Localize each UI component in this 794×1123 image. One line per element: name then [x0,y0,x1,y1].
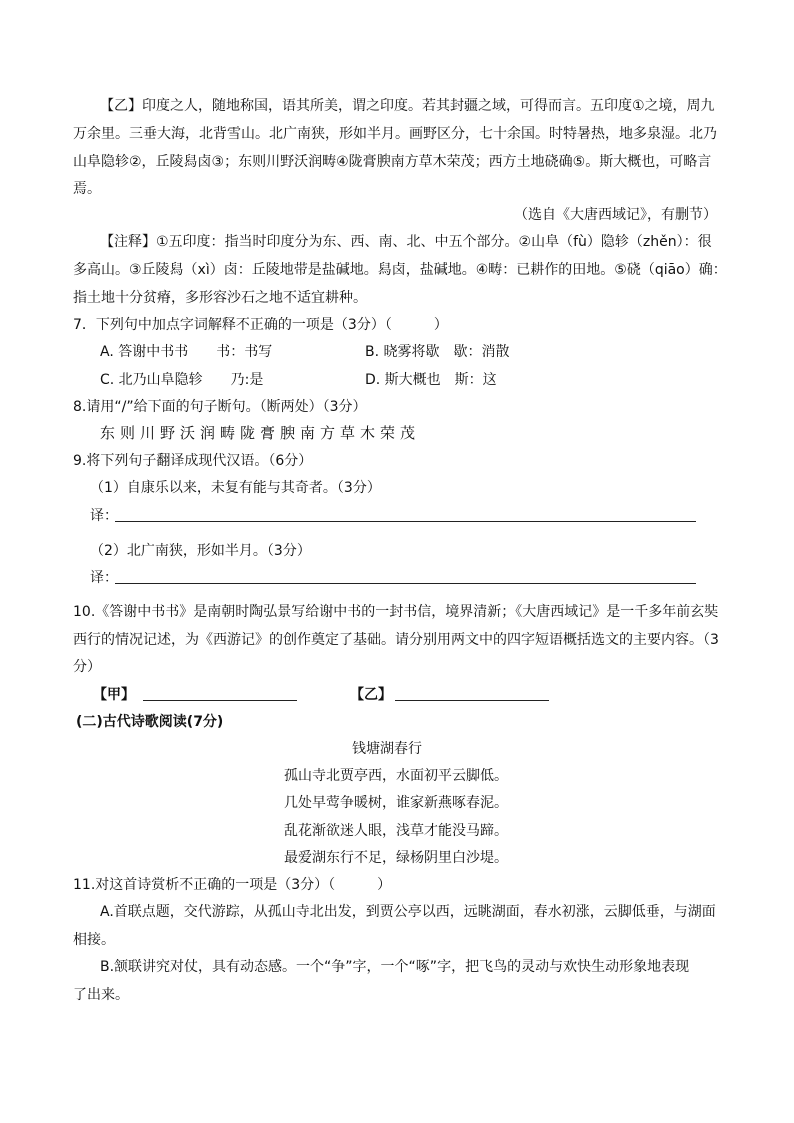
notes-line-2: 多高山。③丘陵舄（xì）卤：丘陵地带是盐碱地。舄卤，盐碱地。④畴：已耕作的田地。⑤硗（qiāo）确： [73,262,727,278]
q11-stem: 11.对这首诗赏析不正确的一项是（3分）（ ） [73,877,392,893]
q9-sub-1: （1）自康乐以来，未复有能与其奇者。（3分） [90,480,381,496]
passage-source: （选自《大唐西域记》，有删节） [514,207,717,223]
q10-line-3: 分） [73,659,101,675]
q7-option-c: C. 北乃山阜隐轸 乃:是 [100,372,264,388]
passage-yi-line-4: 焉。 [73,181,101,197]
q11-option-b-line-2: 了出来。 [73,987,129,1003]
q11-option-a-line-1: A.首联点题，交代游踪，从孤山寺北出发，到贾公亭以西，远眺湖面，春水初涨，云脚低垂，与湖面 [100,904,716,920]
q10-label-jia: 【甲】 [93,687,135,703]
notes-line-1: 【注释】①五印度：指当时印度分为东、西、南、北、中五个部分。②山阜（fù）隐轸（zhěn）：很 [100,234,712,250]
poem-title: 钱塘湖春行 [352,741,422,757]
q7-option-b: B. 晓雾将歇 歇：消散 [365,344,510,360]
q8-stem: 8.请用“/”给下面的句子断句。（断两处）（3分） [73,399,367,415]
q7-stem: 7．下列句中加点字词解释不正确的一项是（3分）（ ） [73,317,448,333]
q9-answer-label-2: 译： [90,570,118,586]
q9-answer-line-1[interactable] [115,521,696,522]
q10-label-yi: 【乙】 [350,687,392,703]
passage-yi-line-2: 万余里。三垂大海，北背雪山。北广南狭，形如半月。画野区分，七十余国。时特暑热，地多泉湿。北乃 [73,126,717,142]
q7-option-d: D. 斯大概也 斯：这 [365,372,497,388]
q9-sub-2: （2）北广南狭，形如半月。（3分） [90,543,311,559]
section-2-heading: (二)古代诗歌阅读(7分) [76,714,224,730]
q10-answer-line-jia[interactable] [143,700,297,701]
q11-option-a-line-2: 相接。 [73,932,115,948]
q10-line-1: 10.《答谢中书书》是南朝时陶弘景写给谢中书的一封书信，境界清新；《大唐西域记》是一千多年前玄奘 [73,604,719,620]
q9-answer-label-1: 译： [90,508,118,524]
q8-sentence: 东则川野沃润畴陇膏腴南方草木荣茂 [100,424,421,442]
q10-line-2: 西行的情况记述，为《西游记》的创作奠定了基础。请分别用两文中的四字短语概括选文的主要内容。（3 [73,632,719,648]
q10-answer-line-yi[interactable] [395,700,549,701]
poem-line-2: 几处早莺争暖树，谁家新燕啄春泥。 [284,795,508,811]
q9-answer-line-2[interactable] [115,583,696,584]
passage-yi-line-3: 山阜隐轸②，丘陵舄卤③；东则川野沃润畴④陇膏腴南方草木荣茂；西方土地硗确⑤。斯大概也，可略言 [73,154,712,170]
poem-line-3: 乱花渐欲迷人眼，浅草才能没马蹄。 [284,823,508,839]
q11-option-b-line-1: B.颔联讲究对仗，具有动态感。一个“争”字，一个“啄”字，把飞鸟的灵动与欢快生动形象地表现 [100,959,690,975]
poem-line-1: 孤山寺北贾亭西，水面初平云脚低。 [284,768,508,784]
q7-option-a: A. 答谢中书书 书：书写 [100,344,273,360]
q9-stem: 9.将下列句子翻译成现代汉语。（6分） [73,453,313,469]
notes-line-3: 指土地十分贫瘠，多形容沙石之地不适宜耕种。 [73,290,367,306]
poem-line-4: 最爱湖东行不足，绿杨阴里白沙堤。 [284,850,508,866]
passage-yi-line-1: 【乙】印度之人，随地称国，语其所美，谓之印度。若其封疆之域，可得而言。五印度①之境，周九 [100,98,715,114]
